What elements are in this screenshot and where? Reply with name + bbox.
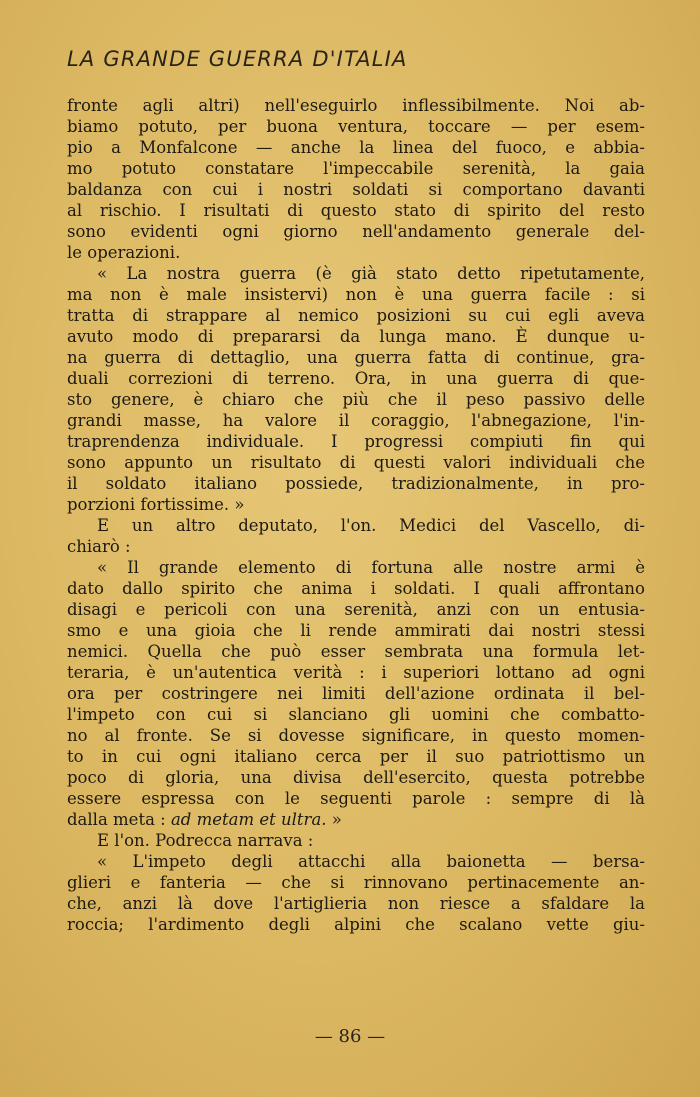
text-line: mo potuto constatare l'impeccabile serenità, la gaia: [67, 159, 645, 178]
latin-motto: ad metam et ultra.: [170, 810, 327, 829]
text-line: « Il grande elemento di fortuna alle nostre armi è: [97, 558, 645, 577]
text-line: fronte agli altri) nell'eseguirlo inflessibilmente. Noi ab-: [67, 96, 645, 115]
text-line: E l'on. Podrecca narrava :: [97, 831, 314, 850]
text-line: teraria, è un'autentica verità : i superiori lottano ad ogni: [67, 663, 645, 682]
text-line: nemici. Quella che può esser sembrata una formula let-: [67, 642, 645, 661]
text-line: disagi e pericoli con una serenità, anzi con un entusia-: [67, 600, 645, 619]
running-title: LA GRANDE GUERRA D'ITALIA: [67, 47, 408, 71]
text-line: na guerra di dettaglio, una guerra fatta di continue, gra-: [67, 348, 645, 367]
text-line: smo e una gioia che li rende ammirati dai nostri stessi: [67, 621, 645, 640]
text-line: biamo potuto, per buona ventura, toccare — per esem-: [67, 117, 645, 136]
text-line: tratta di strappare al nemico posizioni su cui egli aveva: [67, 306, 645, 325]
text-line: sono evidenti ogni giorno nell'andamento generale del-: [67, 222, 645, 241]
text-line: sono appunto un risultato di questi valori individuali che: [67, 453, 645, 472]
text-line: sto genere, è chiaro che più che il peso passivo delle: [67, 390, 645, 409]
text-line: al rischio. I risultati di questo stato di spirito del resto: [67, 201, 645, 220]
page-number: — 86 —: [314, 1026, 386, 1047]
page-body: [67, 95, 645, 935]
text-line: l'impeto con cui si slanciano gli uomini che combatto-: [67, 705, 645, 724]
text-line: chiarò :: [67, 537, 131, 556]
text-line: il soldato italiano possiede, tradizionalmente, in pro-: [67, 474, 645, 493]
text-line: E un altro deputato, l'on. Medici del Vascello, di-: [97, 516, 645, 535]
text-line: traprendenza individuale. I progressi compiuti fin qui: [67, 432, 645, 451]
text-line: pio a Monfalcone — anche la linea del fuoco, e abbia-: [67, 138, 645, 157]
text-line: le operazioni.: [67, 243, 181, 262]
text-line: porzioni fortissime. »: [67, 495, 245, 514]
text-line: che, anzi là dove l'artiglieria non riesce a sfaldare la: [67, 894, 645, 913]
text-line: poco di gloria, una divisa dell'esercito, questa potrebbe: [67, 768, 645, 787]
text-line: no al fronte. Se si dovesse significare, in questo momen-: [67, 726, 645, 745]
text-line: duali correzioni di terreno. Ora, in una guerra di que-: [67, 369, 645, 388]
text-line: roccia; l'ardimento degli alpini che scalano vette giu-: [67, 915, 645, 934]
text-line: ma non è male insistervi) non è una guerra facile : si: [67, 285, 645, 304]
text-line: avuto modo di prepararsi da lunga mano. È dunque u-: [67, 327, 645, 346]
text-fragment: dalla meta :: [67, 810, 166, 829]
text-line: dato dallo spirito che anima i soldati. I quali affrontano: [67, 579, 645, 598]
text-line: ora per costringere nei limiti dell'azione ordinata il bel-: [67, 684, 645, 703]
text-line: « La nostra guerra (è già stato detto ripetutamente,: [97, 264, 645, 283]
text-line: to in cui ogni italiano cerca per il suo patriottismo un: [67, 747, 645, 766]
text-line: grandi masse, ha valore il coraggio, l'abnegazione, l'in-: [67, 411, 645, 430]
closing-quote: »: [326, 810, 342, 829]
text-line-with-quote: [67, 809, 645, 830]
text-line: glieri e fanteria — che si rinnovano pertinacemente an-: [67, 873, 645, 892]
text-line: baldanza con cui i nostri soldati si comportano davanti: [67, 180, 645, 199]
text-line: essere espressa con le seguenti parole : sempre di là: [67, 789, 645, 808]
text-line: « L'impeto degli attacchi alla baionetta — bersa-: [97, 852, 645, 871]
